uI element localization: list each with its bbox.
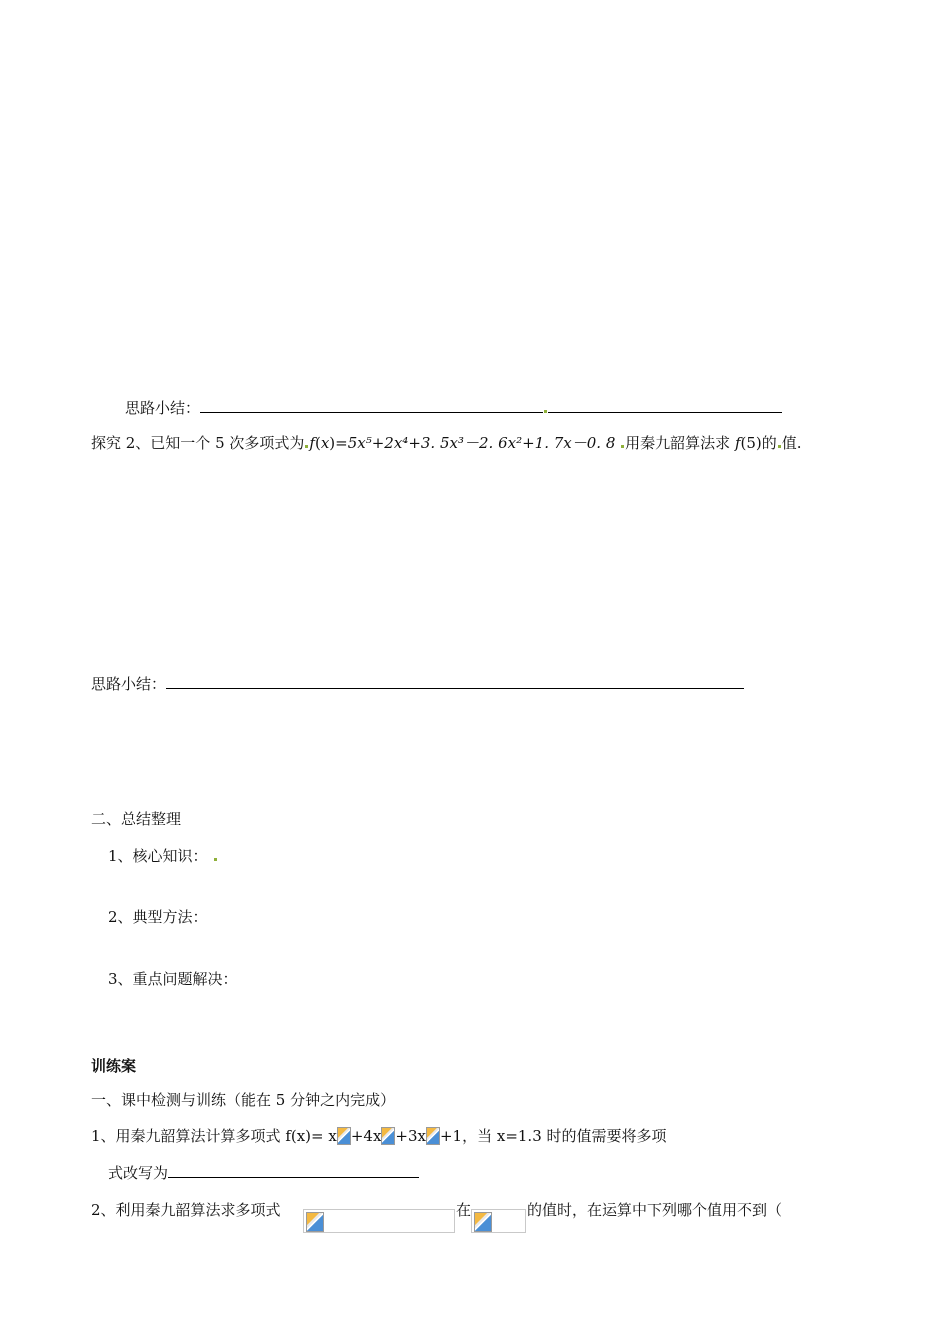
mark-dot [778,445,781,448]
answer-blank[interactable] [168,1163,419,1178]
summary-label: 思路小结： [91,675,167,693]
broken-image-icon [381,1127,395,1145]
mark-dot [621,445,624,448]
question-1-line-2 [108,1163,419,1183]
question-2-tail: 的值时，在运算中下列哪个值用不到（ [527,1201,783,1219]
mark-dot [214,858,217,861]
question-text: +1，当 x=1.3 时的值需要将多项 [439,1127,667,1145]
question-text: +3x [395,1127,426,1145]
broken-image-icon [306,1212,324,1232]
part-1-title: 一、课中检测与训练（能在 5 分钟之内完成） [91,1091,396,1109]
typical-method-item: 2、典型方法： [108,908,208,926]
section-title: 二、总结整理 [91,810,182,828]
question-text: 式改写为 [108,1164,169,1182]
question-1 [91,1126,667,1146]
polynomial-image [303,1209,455,1233]
value-image [471,1209,526,1233]
question-text: 1、用秦九韶算法计算多项式 f(x)= x [91,1127,337,1145]
question-text: +4x [350,1127,382,1145]
problem-prefix: 探究 2、已知一个 5 次多项式为 [91,434,305,452]
broken-image-icon [426,1127,440,1145]
summary-label: 思路小结： [125,399,201,417]
function-name: f [734,434,741,452]
question-2-mid: 在 [456,1201,472,1219]
summary-line-2 [91,674,744,694]
broken-image-icon [337,1127,351,1145]
polynomial: =5x⁵+2x⁴+3. 5x³－2. 6x²+1. 7x－0. 8 [335,434,616,452]
summary-line-1 [125,398,782,418]
training-title: 训练案 [91,1057,137,1075]
item-label: 1、核心知识： [108,847,208,865]
question-text: 2、利用秦九韶算法求多项式 [91,1201,281,1219]
key-problem-item: 3、重点问题解决： [108,970,238,988]
paren-close: ) [329,434,336,452]
function-name: f [309,434,315,452]
question-2 [91,1200,281,1220]
core-knowledge-item [108,846,218,866]
answer-blank[interactable] [166,674,744,689]
function-arg: (5) [740,434,762,452]
problem-suffix: 用秦九韶算法求 [625,434,731,452]
mark-dot [305,445,308,448]
answer-blank[interactable] [200,398,543,413]
broken-image-icon [474,1212,492,1232]
answer-blank[interactable] [548,398,782,413]
paren-open: ( [314,434,321,452]
problem-suffix: 的 [761,434,777,452]
mark-dot [544,410,547,413]
problem-suffix: 值. [781,434,802,452]
variable: x [320,434,330,452]
explore-2-problem [91,433,802,453]
